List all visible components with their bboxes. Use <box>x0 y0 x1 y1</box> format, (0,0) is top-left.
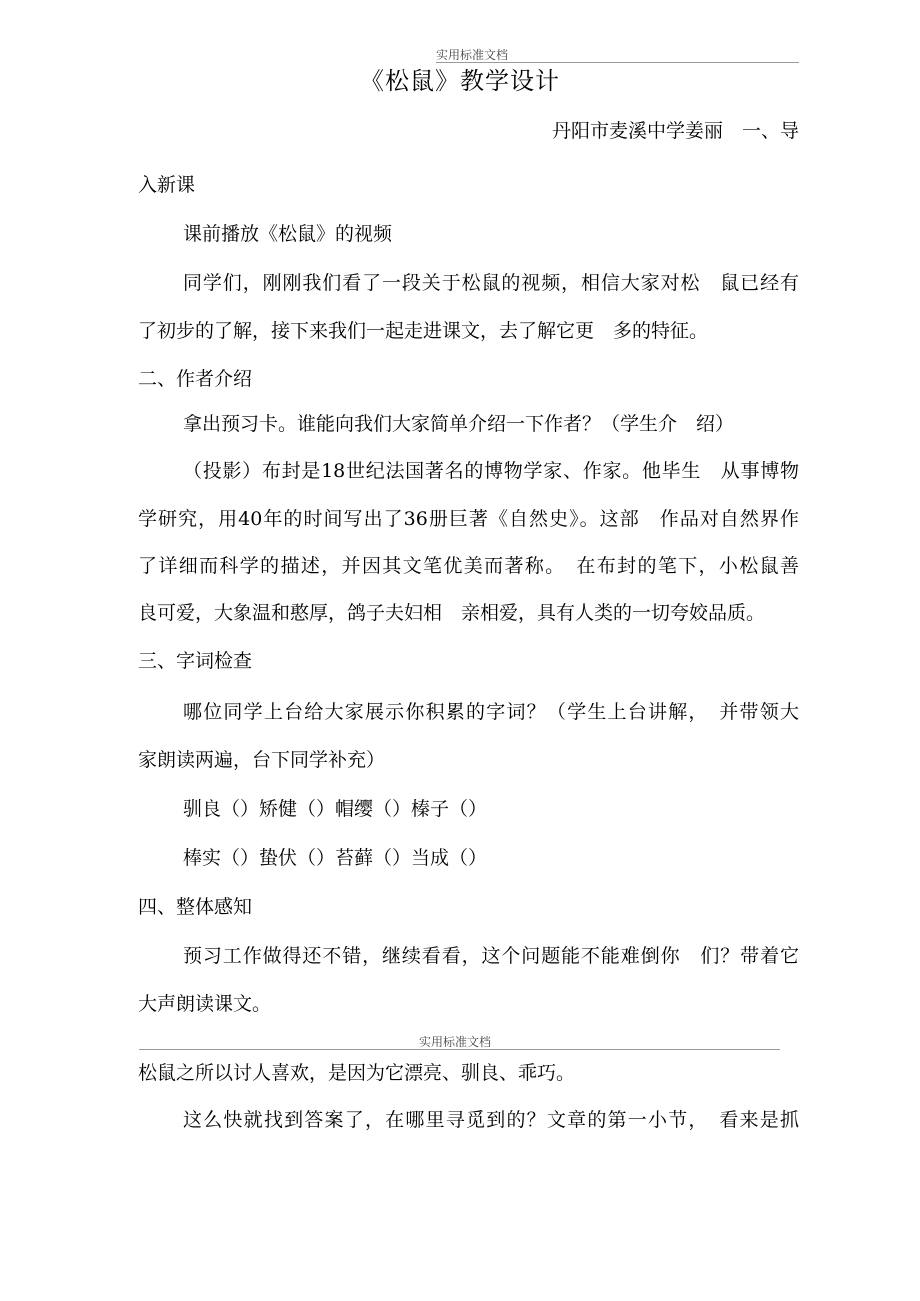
vocab-line: 棒实（）蛰伏（）苔藓（）当成（） <box>183 847 488 869</box>
section-heading: 三、字词检查 <box>138 650 253 672</box>
text-line: 了初步的了解，接下来我们一起走进课文，去了解它更 多的特征。 <box>138 320 709 342</box>
section-heading: 四、整体感知 <box>138 896 253 918</box>
text-line: 预习工作做得还不错，继续看看，这个问题能不能难倒你 们？带着它 <box>183 945 799 967</box>
text-line: 这么快就找到答案了，在哪里寻觅到的？文章的第一小节， 看来是抓 <box>183 1109 799 1131</box>
text-line: 松鼠之所以讨人喜欢，是因为它漂亮、驯良、乖巧。 <box>138 1062 576 1084</box>
text-line: 同学们，刚刚我们看了一段关于松鼠的视频，相信大家对松 鼠已经有 <box>183 272 799 294</box>
text-line: 拿出预习卡。谁能向我们大家简单介绍一下作者？（学生介 绍） <box>183 413 735 435</box>
text-line: 学研究，用40年的时间写出了36册巨著《自然史》。这部 作品对自然界作 <box>138 508 799 530</box>
vocab-line: 驯良（）矫健（）帽缨（）榛子（） <box>183 798 488 820</box>
text-line: 了详细而科学的描述，并因其文笔优美而著称。 在布封的笔下，小松鼠善 <box>138 555 799 577</box>
author-line: 丹阳市麦溪中学姜丽 一、导 <box>551 120 799 142</box>
text-line: 课前播放《松鼠》的视频 <box>183 223 393 245</box>
text-line: 家朗读两遍，台下同学补充） <box>138 749 386 771</box>
text-line: 良可爱，大象温和憨厚，鸽子夫妇相 亲相爱，具有人类的一切夸姣品质。 <box>138 602 766 624</box>
header-rule <box>436 62 799 63</box>
page-header: 实用标准文档 <box>436 48 509 62</box>
text-line: 大声朗读课文。 <box>138 993 272 1015</box>
page-footer: 实用标准文档 <box>419 1035 492 1049</box>
section-heading: 二、作者介绍 <box>138 368 253 390</box>
document-title: 《松鼠》教学设计 <box>360 67 560 95</box>
text-line: （投影）布封是18世纪法国著名的博物学家、作家。他毕生 从事博物 <box>183 460 799 482</box>
footer-rule <box>139 1049 780 1050</box>
text-line: 入新课 <box>138 174 196 196</box>
text-line: 哪位同学上台给大家展示你积累的字词？（学生上台讲解， 并带领大 <box>183 701 799 723</box>
